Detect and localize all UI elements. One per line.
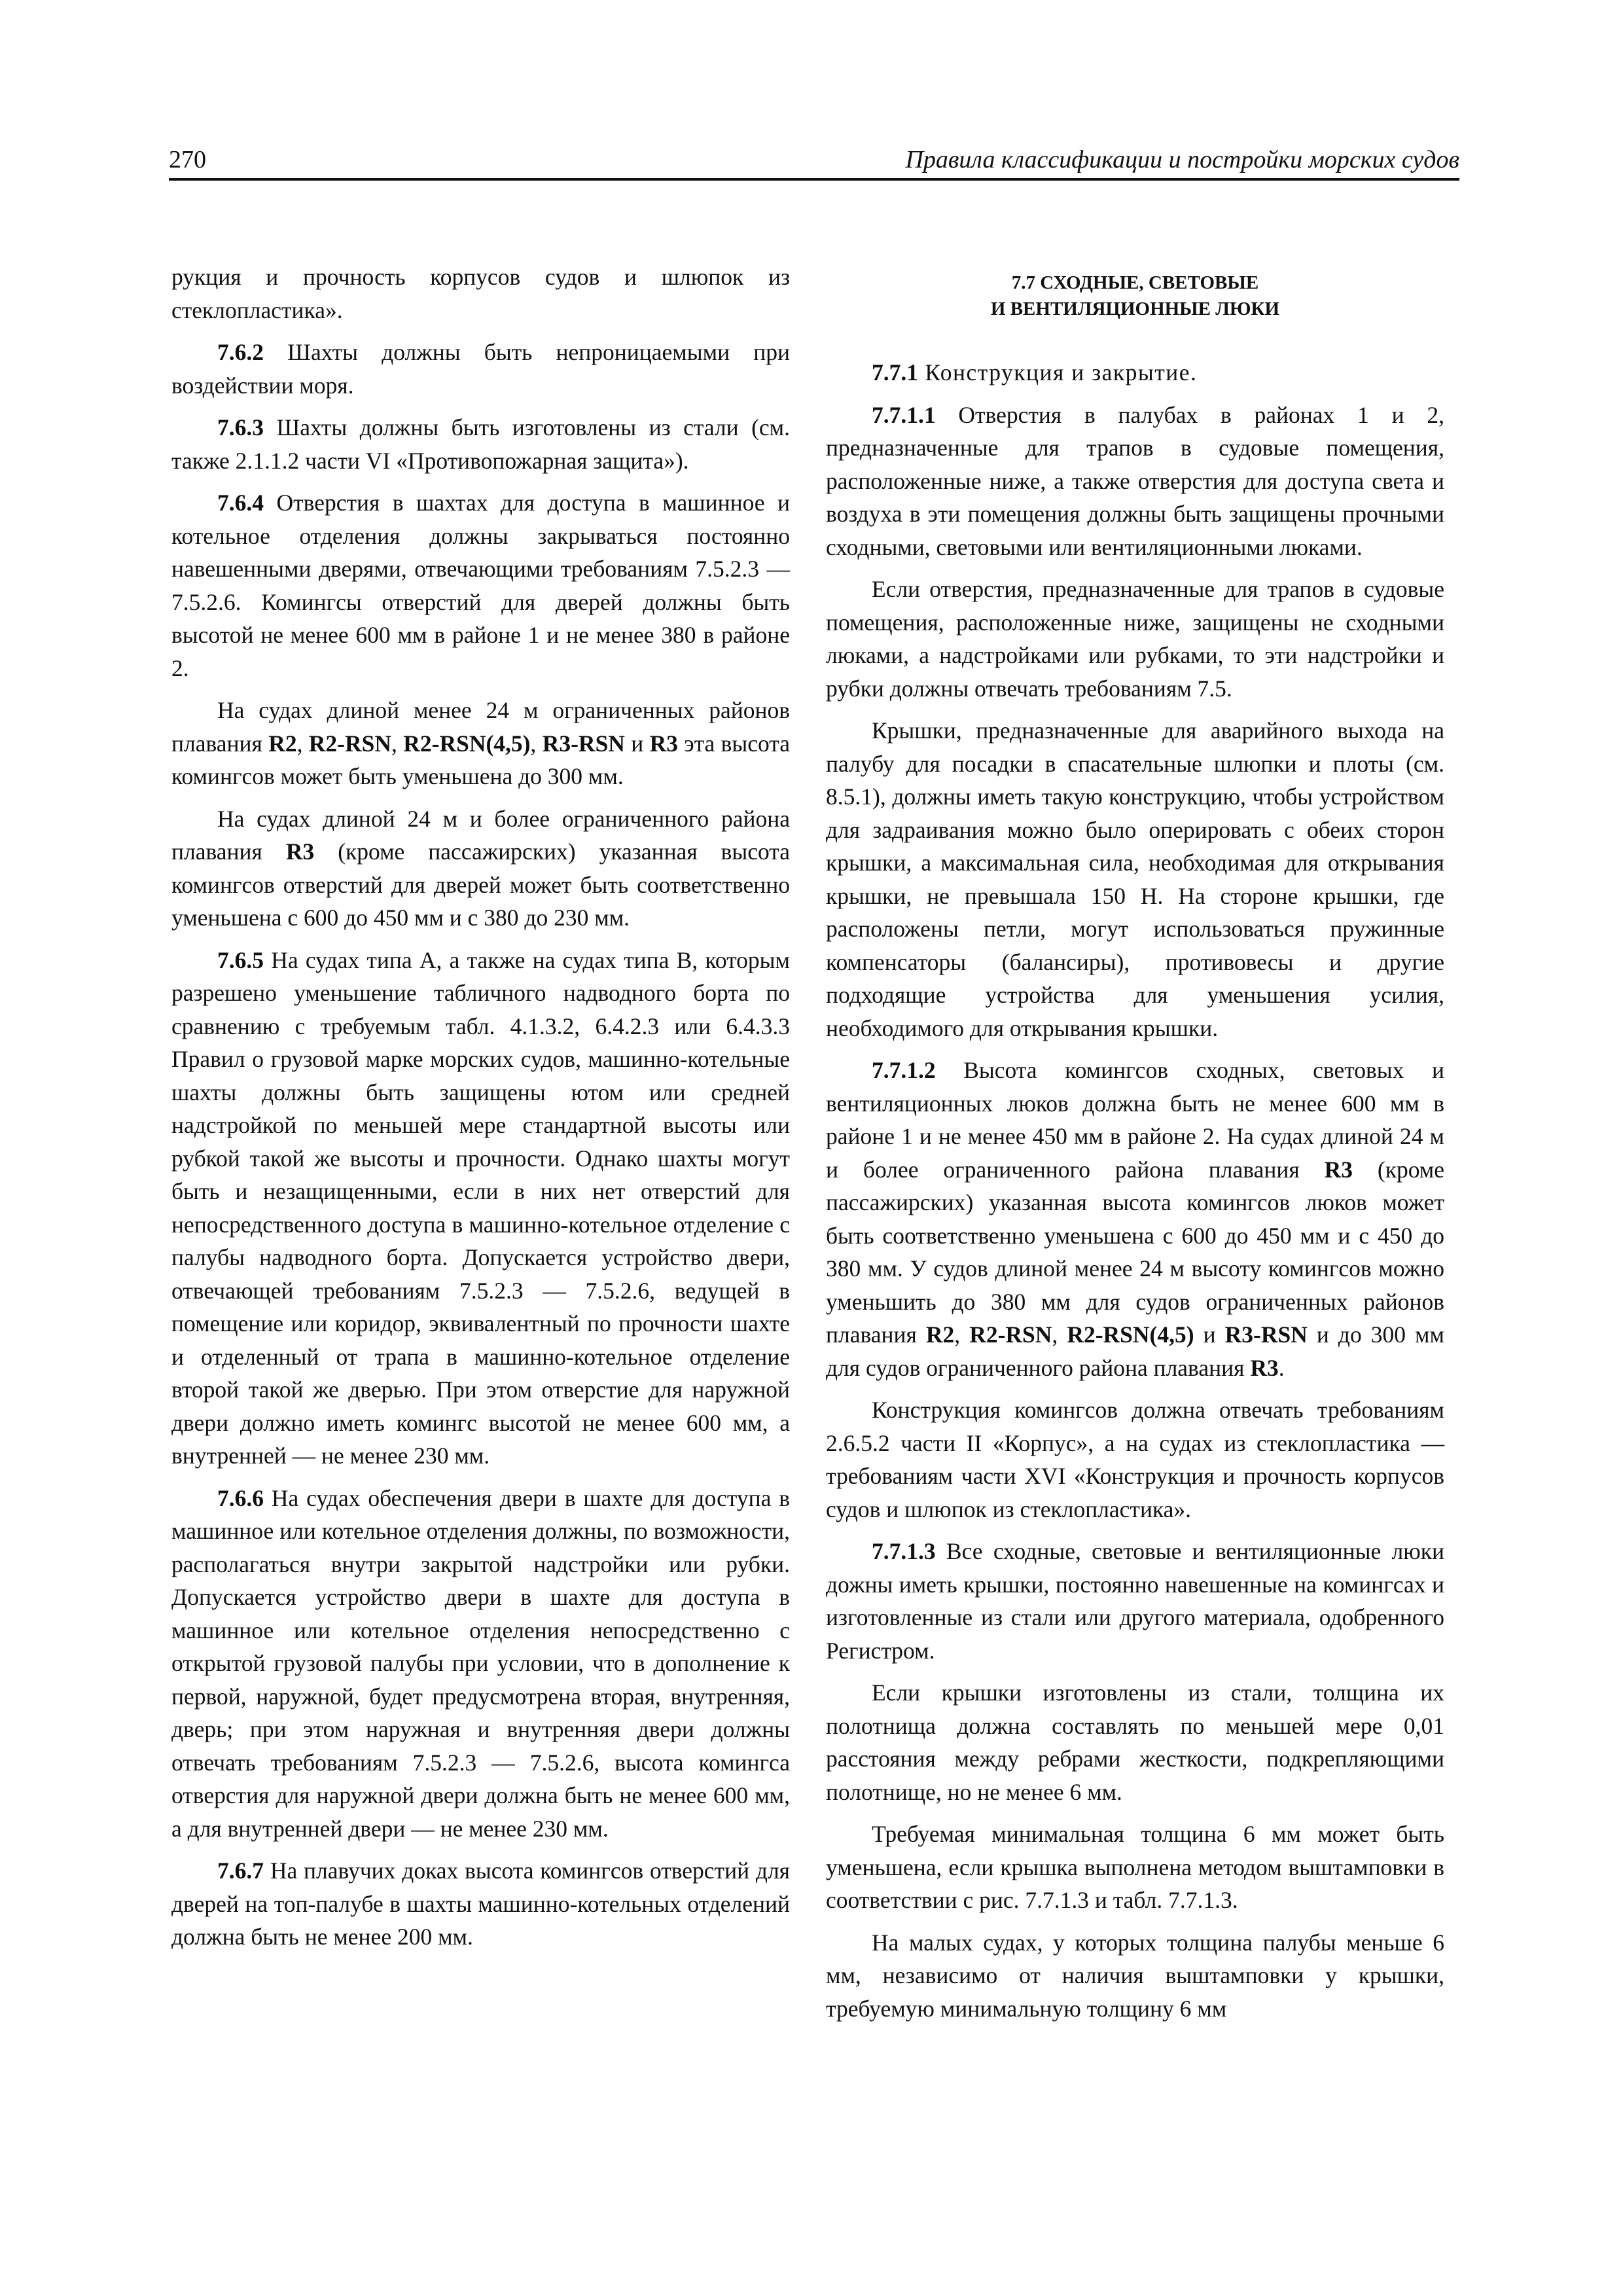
paragraph-7-6-6: 7.6.6 На судах обеспечения двери в шахте для доступа в машинное или котельное отделения должны, по возможности, располагаться внутри закрытой надстройки или рубки. Допускается устройство двери в шахте для доступа в машинное или котельное отделения непосредственно с открытой грузовой палубы при условии, что в дополнение к первой, наружной, будет предусмотрена вторая, внутренняя, дверь; при этом наружная и внутренняя двери должны отвечать требованиям 7.5.2.3 — 7.5.2.6, высота комингса отверстия для наружной двери должна быть не менее 600 мм, а для внутренней двери — не менее 230 мм. xyxy=(171,1484,790,1842)
paragraph-7-6-5: 7.6.5 На судах типа А, а также на судах типа В, которым разрешено уменьшение табличного надводного борта по сравнению с требуемым табл. 4.1.3.2, 6.4.2.3 или 6.4.3.3 Правил о грузовой марке морских судов, машинно-котельные шахты должны быть защищены ютом или средней надстройкой по меньшей мере стандартной высоты или рубкой такой же высоты и прочности. Однако шахты могут быть и незащищенными, если в них нет отверстий для непосредственного доступа в машинно-котельное отделение с палубы надводного борта. Допускается устройство двери, отвечающей требованиям 7.5.2.3 — 7.5.2.6, ведущей в помещение или коридор, эквивалентный по прочности шахте и отделенный от трапа в машинно-котельное отделение второй такой же дверью. При этом отверстие для наружной двери должно иметь комингс высотой не менее 600 мм, а внутренней — не менее 230 мм. xyxy=(171,946,790,1469)
left-column xyxy=(171,260,790,1963)
paragraph: Конструкция комингсов должна отвечать требованиям 2.6.5.2 части II «Корпус», а на судах из стеклопластика — требованиям части XVI «Конструкция и прочность корпусов судов и шлюпок из стеклопластика». xyxy=(826,1397,1444,1522)
page-header xyxy=(169,145,1459,181)
clause-number: 7.7.1.1 xyxy=(872,401,936,428)
paragraph-7-7-1-3: 7.7.1.3 Все сходные, световые и вентиляционные люки дожны иметь крышки, постоянно навешенные на комингсах и изготовленные из стали или другого материала, одобренного Регистром. xyxy=(826,1538,1444,1664)
paragraph: Крышки, предназначенные для аварийного выхода на палубу для посадки в спасательные шлюпки и плоты (см. 8.5.1), должны иметь такую конструкцию, чтобы устройством для задраивания можно было оперировать с обеих сторон крышки, а максимальная сила, необходимая для открывания крышки, не превышала 150 Н. На стороне крышки, где расположены петли, могут использоваться пружинные компенсаторы (балансиры), противовесы и другие подходящие устройства для уменьшения усилия, необходимого для открывания крышки. xyxy=(826,717,1444,1041)
paragraph-7-6-4: 7.6.4 Отверстия в шахтах для доступа в машинное и котельное отделения должны закрываться постоянно навешенными дверями, отвечающими требованиям 7.5.2.3 — 7.5.2.6. Комингсы отверстий для дверей должны быть высотой не менее 600 мм в районе 1 и не менее 380 в районе 2. xyxy=(171,490,790,681)
page-number: 270 xyxy=(169,146,206,173)
clause-number: 7.7.1 xyxy=(872,359,918,386)
paragraph-7-6-7: 7.6.7 На плавучих доках высота комингсов отверстий для дверей на топ-палубе в шахты машинно-котельных отделений должна быть не менее 200 мм. xyxy=(171,1857,790,1950)
clause-number: 7.6.3 xyxy=(217,414,264,440)
paragraph-7-7-1-1: 7.7.1.1 Отверстия в палубах в районах 1 и 2, предназначенные для трапов в судовые помещения, расположенные ниже, а также отверстия для доступа света и воздуха в эти помещения должны быть защищены прочными сходными, световыми или вентиляционными люками. xyxy=(826,401,1444,560)
clause-number: 7.6.5 xyxy=(217,946,264,973)
section-heading-7-7: 7.7 СХОДНЫЕ, СВЕТОВЫЕ И ВЕНТИЛЯЦИОННЫЕ ЛЮКИ xyxy=(990,272,1280,319)
paragraph: На судах длиной менее 24 м ограниченных районов плавания R2, R2-RSN, R2-RSN(4,5), R3-RSN и R3 эта высота комингсов может быть уменьшена до 300 мм. xyxy=(171,697,791,789)
paragraph: Требуемая минимальная толщина 6 мм может быть уменьшена, если крышка выполнена методом выштамповки в соответствии с рис. 7.7.1.3 и табл. 7.7.1.3. xyxy=(826,1821,1444,1913)
paragraph-7-6-2: 7.6.2 Шахты должны быть непроницаемыми при воздействии моря. xyxy=(171,339,790,399)
paragraph: На малых судах, у которых толщина палубы меньше 6 мм, независимо от наличия выштамповки у крышки, требуемую минимальную толщину 6 мм xyxy=(826,1929,1444,2022)
paragraph: рукция и прочность корпусов судов и шлюпок из стеклопластика». xyxy=(171,264,790,323)
right-column xyxy=(826,260,1444,2034)
paragraph: Если отверстия, предназначенные для трапов в судовые помещения, расположенные ниже, защищены не сходными люками, а надстройками или рубками, то эти надстройки и рубки должны отвечать требованиям 7.5. xyxy=(826,576,1444,702)
running-title: Правила классификации и постройки морских судов xyxy=(905,146,1459,173)
clause-number: 7.7.1.3 xyxy=(872,1538,936,1564)
paragraph-7-7-1-2: 7.7.1.2 Высота комингсов сходных, световых и вентиляционных люков должна быть не менее 600 мм в районе 1 и не менее 450 мм в районе 2. На судах длиной 24 м и более ограниченного района плавания R3 (кроме пассажирских) указанная высота комингсов люков может быть соответственно уменьшена с 600 до 450 мм и с 450 до 380 мм. У судов длиной менее 24 м высоту комингсов можно уменьшить до 380 мм для судов ограниченных районов плавания R2, R2-RSN, R2-RSN(4,5) и R3-RSN и до 300 мм для судов ограниченного района плавания R3. xyxy=(826,1057,1444,1381)
clause-number: 7.6.2 xyxy=(217,339,264,365)
clause-number: 7.7.1.2 xyxy=(872,1057,936,1083)
clause-number: 7.6.6 xyxy=(217,1484,264,1511)
paragraph-7-6-3: 7.6.3 Шахты должны быть изготовлены из стали (см. также 2.1.1.2 части VI «Противопожарная защита»). xyxy=(171,414,790,474)
clause-number: 7.6.7 xyxy=(217,1857,264,1884)
paragraph: На судах длиной 24 м и более ограниченного района плавания R3 (кроме пассажирских) указанная высота комингсов отверстий для дверей может быть соответственно уменьшена с 600 до 450 мм и с 380 до 230 мм. xyxy=(171,805,790,931)
paragraph-7-7-1: 7.7.1 Конструкция и закрытие. xyxy=(872,359,1198,386)
paragraph: Если крышки изготовлены из стали, толщина их полотнища должна составлять по меньшей мере 0,01 расстояния между ребрами жесткости, подкрепляющими полотнище, но не менее 6 мм. xyxy=(826,1679,1444,1805)
clause-number: 7.6.4 xyxy=(217,490,264,516)
